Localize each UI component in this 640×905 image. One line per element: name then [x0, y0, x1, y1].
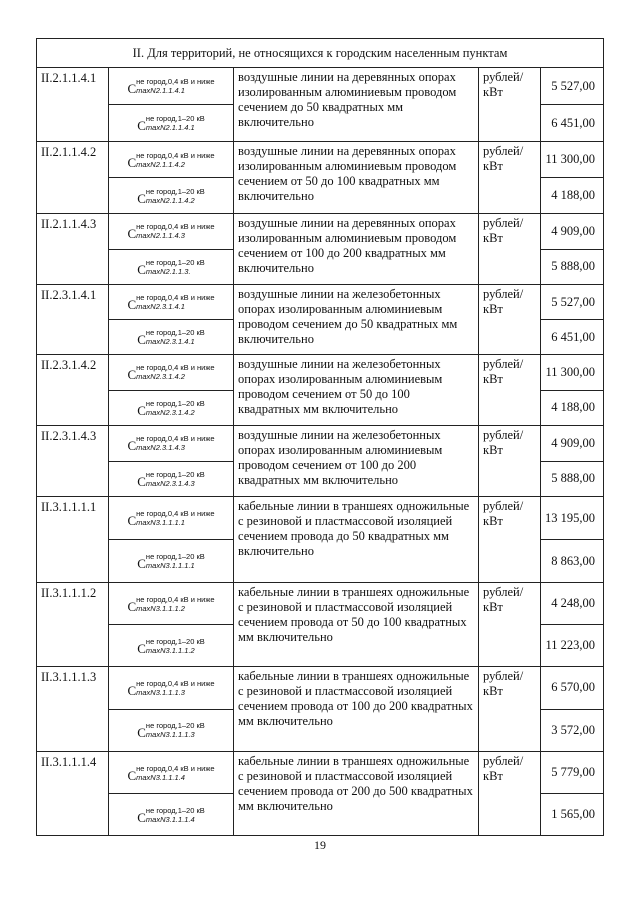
row-code: II.2.3.1.4.1 — [37, 285, 109, 354]
table-row — [36, 354, 604, 425]
value-mid-voltage: 4 188,00 — [541, 390, 603, 426]
formula-subscript: maxN2.3.1.4.2 — [136, 372, 185, 382]
row-unit: рублей/ кВт — [479, 497, 541, 582]
rate-formula: C не город,0,4 кВ и ниже maxN2.3.1.4.2 — [127, 363, 215, 383]
value-mid-voltage: 4 188,00 — [541, 177, 603, 213]
formula-superscript: не город,0,4 кВ и ниже — [136, 434, 215, 444]
row-unit: рублей/ кВт — [479, 667, 541, 751]
formula-superscript: не город,1–20 кВ — [145, 257, 205, 267]
value-low-voltage: 11 300,00 — [545, 152, 595, 166]
table-section-header: II. Для территорий, не относящихся к городским населенным пунктам — [36, 38, 604, 67]
formula-cell — [109, 583, 234, 666]
rate-formula: C не город,1–20 кВ maxN2.3.1.4.1 — [137, 328, 205, 347]
formula-subscript: maxN3.1.1.1.1 — [145, 561, 195, 570]
formula-superscript: не город,1–20 кВ — [145, 805, 205, 815]
row-unit: рублей/ кВт — [479, 426, 541, 496]
value-low-voltage: 11 300,00 — [545, 364, 595, 379]
value-mid-voltage: 3 572,00 — [541, 709, 603, 752]
row-code: II.2.1.1.4.3 — [37, 214, 109, 284]
rate-formula: C не город,0,4 кВ и ниже maxN3.1.1.1.2 — [127, 594, 215, 614]
formula-cell — [109, 752, 234, 835]
formula-cell — [109, 285, 234, 354]
value-cell — [541, 214, 603, 284]
formula-subscript: maxN3.1.1.1.2 — [136, 603, 185, 613]
formula-superscript: не город,1–20 кВ — [145, 186, 205, 196]
row-description: воздушные линии на деревянных опорах изолированным алюминиевым проводом сечением от 50 до 100 квадратных мм включительно — [234, 142, 479, 213]
rate-formula: C не город,0,4 кВ и ниже maxN2.1.1.4.1 — [127, 77, 215, 96]
rate-formula: C не город,0,4 кВ и ниже maxN2.3.1.4.3 — [127, 434, 215, 454]
value-mid-voltage: 5 888,00 — [541, 461, 603, 497]
row-description: воздушные линии на деревянных опорах изолированным алюминиевым проводом сечением от 100 до 200 квадратных мм включительно — [234, 214, 479, 284]
row-description: кабельные линии в траншеях одножильные с резиновой и пластмассовой изоляцией сечением провода от 100 до 200 квадратных мм включительно — [234, 667, 479, 751]
formula-subscript: maxN2.3.1.4.1 — [145, 337, 195, 346]
formula-subscript: maxN2.1.1.4.2 — [136, 159, 185, 169]
formula-superscript: не город,0,4 кВ и ниже — [136, 509, 215, 518]
value-cell — [541, 68, 603, 141]
formula-subscript: maxN2.3.1.4.3 — [136, 443, 185, 453]
formula-subscript: maxN3.1.1.1.3 — [145, 730, 195, 740]
formula-subscript: maxN2.1.1.4.1 — [145, 123, 195, 132]
formula-subscript: maxN2.1.1.4.2 — [145, 195, 195, 205]
value-cell — [541, 426, 603, 496]
row-code: II.2.1.1.4.1 — [37, 68, 109, 141]
formula-superscript: не город,0,4 кВ и ниже — [136, 222, 215, 232]
formula-cell — [109, 214, 234, 284]
table-row — [36, 141, 604, 213]
value-mid-voltage: 6 451,00 — [541, 104, 603, 141]
row-code: II.3.1.1.1.1 — [37, 497, 109, 582]
formula-subscript: maxN3.1.1.1.4 — [145, 814, 195, 824]
table-row — [36, 213, 604, 284]
formula-cell — [109, 355, 234, 425]
value-mid-voltage: 6 451,00 — [541, 319, 603, 354]
value-cell — [541, 497, 603, 582]
tariff-table — [36, 38, 604, 836]
formula-subscript: maxN2.3.1.4.2 — [145, 407, 195, 417]
formula-superscript: не город,0,4 кВ и ниже — [136, 77, 215, 86]
row-description: воздушные линии на железобетонных опорах изолированным алюминиевым проводом сечением от 50 до 100 квадратных мм включительно — [234, 355, 479, 425]
formula-superscript: не город,1–20 кВ — [145, 114, 205, 123]
table-row — [36, 582, 604, 666]
value-mid-voltage: 5 888,00 — [541, 249, 603, 285]
value-cell — [541, 142, 603, 213]
row-unit: рублей/ кВт — [479, 583, 541, 666]
formula-superscript: не город,1–20 кВ — [145, 636, 205, 646]
row-description: кабельные линии в траншеях одножильные с резиновой и пластмассовой изоляцией сечением провода от 50 до 100 квадратных мм включительно — [234, 583, 479, 666]
row-unit: рублей/ кВт — [479, 752, 541, 835]
value-low-voltage: 5 527,00 — [551, 294, 595, 309]
row-description: воздушные линии на деревянных опорах изолированным алюминиевым проводом сечением до 50 квадратных мм включительно — [234, 68, 479, 141]
value-cell — [541, 752, 603, 835]
row-unit: рублей/ кВт — [479, 214, 541, 284]
row-description: кабельные линии в траншеях одножильные с резиновой и пластмассовой изоляцией сечением провода от 200 до 500 квадратных мм включительно — [234, 752, 479, 835]
page-number: 19 — [314, 838, 326, 852]
value-low-voltage: 4 248,00 — [551, 596, 595, 610]
row-unit: рублей/ кВт — [479, 142, 541, 213]
formula-subscript: maxN3.1.1.1.2 — [145, 645, 195, 655]
formula-superscript: не город,1–20 кВ — [145, 469, 205, 479]
value-mid-voltage: 8 863,00 — [541, 539, 603, 582]
rate-formula: C не город,1–20 кВ maxN3.1.1.1.1 — [137, 552, 205, 571]
table-row — [36, 425, 604, 496]
table-row — [36, 67, 604, 141]
value-mid-voltage: 1 565,00 — [541, 793, 603, 835]
value-low-voltage: 5 779,00 — [551, 765, 595, 779]
formula-subscript: maxN2.3.1.4.3 — [145, 478, 195, 488]
row-description: кабельные линии в траншеях одножильные с резиновой и пластмассовой изоляцией сечением провода до 50 квадратных мм включительно — [234, 497, 479, 582]
rate-formula: C не город,1–20 кВ maxN2.3.1.4.3 — [137, 469, 205, 489]
formula-subscript: maxN3.1.1.1.1 — [136, 518, 185, 527]
row-code: II.3.1.1.1.3 — [37, 667, 109, 751]
rate-formula: C не город,1–20 кВ maxN2.1.1.4.2 — [137, 186, 205, 206]
formula-subscript: maxN2.1.1.4.3 — [136, 231, 185, 241]
rate-formula: C не город,0,4 кВ и ниже maxN3.1.1.1.3 — [127, 678, 215, 698]
rate-formula: C не город,1–20 кВ maxN3.1.1.1.3 — [137, 721, 205, 741]
value-low-voltage: 6 570,00 — [551, 680, 595, 695]
rate-formula: C не город,0,4 кВ и ниже maxN3.1.1.1.1 — [127, 509, 215, 528]
row-unit: рублей/ кВт — [479, 285, 541, 354]
value-low-voltage: 4 909,00 — [551, 435, 595, 450]
formula-superscript: не город,0,4 кВ и ниже — [136, 150, 215, 160]
table-row — [36, 751, 604, 836]
row-description: воздушные линии на железобетонных опорах изолированным алюминиевым проводом сечением от 100 до 200 квадратных мм включительно — [234, 426, 479, 496]
rate-formula: C не город,1–20 кВ maxN2.3.1.4.2 — [137, 398, 205, 418]
formula-superscript: не город,1–20 кВ — [145, 328, 205, 337]
formula-cell — [109, 497, 234, 582]
table-row — [36, 666, 604, 751]
rate-formula: C не город,0,4 кВ и ниже maxN2.1.1.4.3 — [127, 222, 215, 242]
formula-superscript: не город,0,4 кВ и ниже — [136, 594, 215, 604]
row-code: II.3.1.1.1.2 — [37, 583, 109, 666]
formula-superscript: не город,0,4 кВ и ниже — [136, 678, 215, 688]
formula-superscript: не город,1–20 кВ — [145, 721, 205, 731]
value-low-voltage: 13 195,00 — [545, 510, 595, 525]
formula-subscript: maxN2.3.1.4.1 — [136, 302, 185, 311]
formula-superscript: не город,1–20 кВ — [145, 552, 205, 561]
row-code: II.2.3.1.4.2 — [37, 355, 109, 425]
value-cell — [541, 285, 603, 354]
value-cell — [541, 355, 603, 425]
row-code: II.3.1.1.1.4 — [37, 752, 109, 835]
formula-subscript: maxN2.1.1.4.1 — [136, 86, 185, 95]
row-unit: рублей/ кВт — [479, 355, 541, 425]
row-code: II.2.1.1.4.2 — [37, 142, 109, 213]
row-description: воздушные линии на железобетонных опорах изолированным алюминиевым проводом сечением до 50 квадратных мм включительно — [234, 285, 479, 354]
rate-formula: C не город,1–20 кВ maxN3.1.1.1.4 — [137, 805, 205, 825]
formula-subscript: maxN3.1.1.1.3 — [136, 687, 185, 697]
formula-cell — [109, 426, 234, 496]
value-mid-voltage: 11 223,00 — [541, 624, 603, 666]
value-low-voltage: 4 909,00 — [551, 223, 595, 238]
formula-subscript: maxN2.1.1.3. — [145, 266, 191, 276]
rate-formula: C не город,0,4 кВ и ниже maxN2.3.1.4.1 — [127, 293, 215, 312]
rate-formula: C не город,0,4 кВ и ниже maxN3.1.1.1.4 — [127, 763, 215, 783]
formula-superscript: не город,0,4 кВ и ниже — [136, 763, 215, 773]
formula-cell — [109, 667, 234, 751]
formula-superscript: не город,1–20 кВ — [145, 398, 205, 408]
formula-superscript: не город,0,4 кВ и ниже — [136, 363, 215, 373]
formula-cell — [109, 68, 234, 141]
rate-formula: C не город,0,4 кВ и ниже maxN2.1.1.4.2 — [127, 150, 215, 170]
value-cell — [541, 667, 603, 751]
value-cell — [541, 583, 603, 666]
formula-subscript: maxN3.1.1.1.4 — [136, 772, 185, 782]
rate-formula: C не город,1–20 кВ maxN2.1.1.4.1 — [137, 114, 205, 133]
table-body — [36, 67, 604, 836]
formula-cell — [109, 142, 234, 213]
rate-formula: C не город,1–20 кВ maxN2.1.1.3. — [137, 257, 205, 277]
table-row — [36, 496, 604, 582]
value-low-voltage: 5 527,00 — [551, 78, 595, 93]
rate-formula: C не город,1–20 кВ maxN3.1.1.1.2 — [137, 636, 205, 656]
formula-superscript: не город,0,4 кВ и ниже — [136, 293, 215, 302]
row-code: II.2.3.1.4.3 — [37, 426, 109, 496]
row-unit: рублей/ кВт — [479, 68, 541, 141]
table-row — [36, 284, 604, 354]
